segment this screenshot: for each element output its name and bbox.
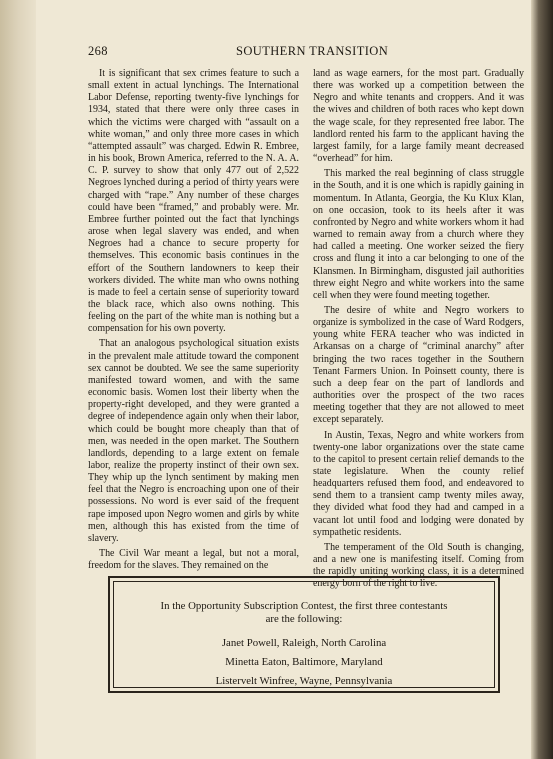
page-number: 268 bbox=[88, 44, 108, 58]
paragraph: The Civil War meant a legal, but not a moral, freedom for the slaves. They remained on the bbox=[88, 548, 299, 572]
notice-intro-line: In the Opportunity Subscription Contest, the first three contestants bbox=[160, 600, 448, 612]
notice-intro-line: are the following: bbox=[265, 613, 343, 625]
page-header bbox=[88, 44, 526, 62]
winner-name: Minetta Eaton, Baltimore, Maryland bbox=[225, 656, 383, 668]
paragraph: In Austin, Texas, Negro and white workers from twenty-one labor organizations over the state came to the capitol to present certain relief demands to the state legislature. When the county relief headquarters refused them food, and endeavored to send them to a transient camp twenty miles away, they divided what food they had and camped in a vacant lot until food and lodging were donated by sympathetic residents. bbox=[313, 429, 524, 538]
contest-notice-box bbox=[108, 576, 500, 693]
paragraph: It is significant that sex crimes feature to such a small extent in actual lynchings. The International Labor Defense, reporting twenty-five lynchings for 1934, stated that there were only three cases in which the victims were charged with “assault on a white woman,” and only three more cases in which “attempted assault” was charged. Edwin R. Embree, in his book, Brown America, referred to the N. A. A. C. P. survey to show that only 477 out of 2,522 Negroes lynched during a period of thirty years were charged with “rape.” Any number of these charges could have been “framed,” and probably were. Mr. Embree further pointed out the fact that lynchings arose when legal slavery was ended, and when Negroes had a chance to secure property for themselves. This economic basis continues in the effort of the Southern landowners to keep their workers divided. The white man who owns nothing is made to feel a certain sense of superiority toward the black race, which also owns nothing. This feeling on the part of the white man is nothing but a compensation for his own poverty. bbox=[88, 68, 299, 335]
contest-notice-text bbox=[110, 600, 498, 691]
page-edge-shadow bbox=[531, 0, 553, 759]
running-head: SOUTHERN TRANSITION bbox=[236, 44, 389, 58]
paragraph: land as wage earners, for the most part. Gradually there was worked up a competition between the Negro and white tenants and croppers. And it was the wives and children of both races who kept down the wage scale, for they represented free labor. The landlord rented his farm to the applicant having the largest family, for a large family meant decreased “overhead” for him. bbox=[313, 68, 524, 165]
winner-list bbox=[110, 634, 498, 691]
paragraph: That an analogous psychological situation exists in the prevalent male attitude toward the component sex cannot be doubted. We see the same superiority manifested toward women, and with the same economic basis. Women lost their liberty when the property-right developed, and they were granted a degree of independence again only when their labor, which could be bought more cheaply than that of men, was needed in the open market. The Southern landlords, depending to a large extent on female labor, realize the property instinct of their own sex. They whip up the lynch sentiment by making men feel that the Negro is encroaching upon one of their possessions. No word is ever said of the frequent rape imposed upon Negro women and girls by white men, although this has existed from the time of slavery. bbox=[88, 338, 299, 544]
paragraph: The desire of white and Negro workers to organize is symbolized in the case of Ward Rodgers, young white FERA teacher who was indicted in Arkansas on a charge of “criminal anarchy” after bringing the two races together in the Southern Tenant Farmers Union. In Poinsett county, there is such a deep fear on the part of landlords and authorities over the prospect of the two races meeting together that they are not allowed to meet except separately. bbox=[313, 304, 524, 426]
paragraph: This marked the real beginning of class struggle in the South, and it is one which is rapidly gaining in momentum. In Atlanta, Georgia, the Ku Klux Klan, on one occasion, took to its heels after it was confronted by Negro and white workers whom it had warned to remain away from a church where they had called a meeting. One worker seized the fiery cross and flung it into a car belonging to one of the Klansmen. In Birmingham, disgusted jail authorities threw eight Negro and white workers into the same cell when they were found meeting together. bbox=[313, 168, 524, 301]
right-column bbox=[313, 68, 524, 591]
left-column bbox=[88, 68, 299, 572]
winner-name: Listervelt Winfree, Wayne, Pennsylvania bbox=[215, 675, 393, 687]
winner-name: Janet Powell, Raleigh, North Carolina bbox=[221, 637, 387, 649]
paragraph: The temperament of the Old South is changing, and a new one is manifesting itself. Coming from the rapidly uniting working class, it is a determined energy born of the right to live. bbox=[313, 541, 524, 590]
page-gutter-shadow bbox=[0, 0, 36, 759]
